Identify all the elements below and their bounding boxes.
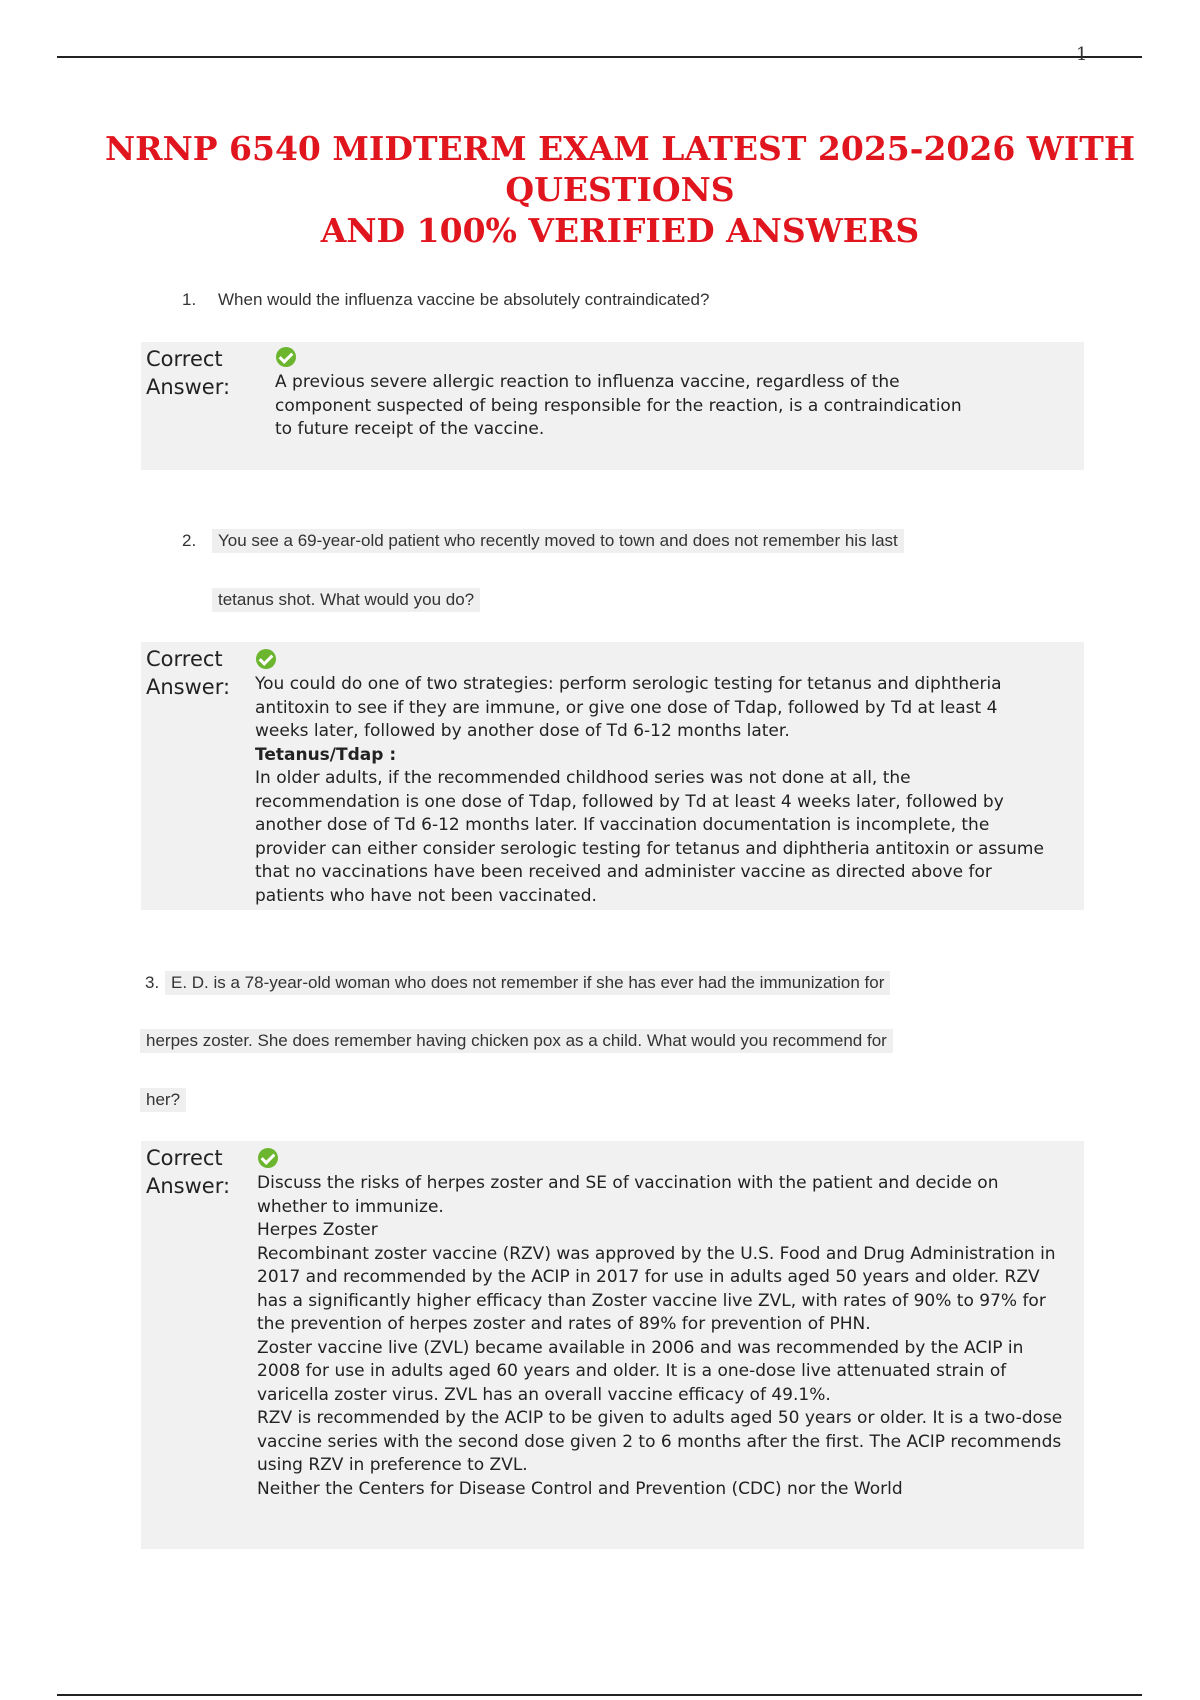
check-icon [258, 1148, 278, 1168]
check-icon [276, 347, 296, 367]
document-title [60, 128, 1180, 251]
question-text: When would the influenza vaccine be absolutely contraindicated? [218, 290, 710, 309]
question-text: her? [140, 1088, 186, 1112]
question-number: 3. [145, 973, 160, 992]
question-number: 1. [182, 290, 197, 309]
question-text: You see a 69-year-old patient who recently moved to town and does not remember his last [212, 529, 904, 553]
header-rule [57, 56, 1142, 58]
question-text: tetanus shot. What would you do? [212, 588, 480, 612]
answer-box-3 [141, 1141, 1084, 1549]
answer-heading: Tetanus/Tdap : [255, 744, 397, 765]
title-line-2: AND 100% VERIFIED ANSWERS [320, 211, 920, 250]
question-text: E. D. is a 78-year-old woman who does not remember if she has ever had the immunization for [165, 971, 890, 995]
title-line-1: NRNP 6540 MIDTERM EXAM LATEST 2025-2026 WITH QUESTIONS [104, 129, 1136, 209]
question-number: 2. [182, 531, 197, 550]
answer-text: Discuss the risks of herpes zoster and SE of vaccination with the patient and decide on whether to immunize. Herpes Zoster Recombinant zoster vaccine (RZV) was approved by the U.S. Food and Drug Administration in 2017 and recommended by the ACIP in 2017 for use in adults aged 50 years and older. RZV has a significantly higher efficacy than Zoster vaccine live ZVL, with rates of 90% to 97% for the prevention of herpes zoster and rates of 89% for prevention of PHN. Zoster vaccine live (ZVL) became available in 2006 and was recommended by the ACIP in 2008 for use in adults aged 60 years and older. It is a one-dose live attenuated strain of varicella zoster virus. ZVL has an overall vaccine efficacy of 49.1%. RZV is recommended by the ACIP to be given to adults aged 50 years or older. It is a two-dose vaccine series with the second dose given 2 to 6 months after the first. The ACIP recommends using RZV in preference to ZVL. Neither the Centers for Disease Control and Prevention (CDC) nor the World [257, 1173, 1063, 1499]
correct-answer-label: Correct Answer: [146, 347, 231, 399]
answer-box-1 [141, 342, 1084, 470]
question-text: herpes zoster. She does remember having chicken pox as a child. What would you recommend for [140, 1029, 893, 1053]
page-number: 1 [1076, 44, 1088, 65]
answer-text: A previous severe allergic reaction to influenza vaccine, regardless of the component suspected of being responsible for the reaction, is a contraindication to future receipt of the vaccine. [275, 372, 962, 439]
footer-rule [57, 1694, 1142, 1696]
answer-box-2 [141, 642, 1084, 910]
check-icon [256, 649, 276, 669]
correct-answer-label: Correct Answer: [146, 1146, 231, 1198]
correct-answer-label: Correct Answer: [146, 647, 231, 699]
answer-text: You could do one of two strategies: perform serologic testing for tetanus and diphtheria antitoxin to see if they are immune, or give one dose of Tdap, followed by Td at least 4 weeks later, followed by another dose of Td 6-12 months later. Tetanus/Tdap : In older adults, if the recommended childhood series was not done at all, the recommendation is one dose of Tdap, followed by Td at least 4 weeks later, followed by another dose of Td 6-12 months later. If vaccination documentation is incomplete, the provider can either consider serologic testing for tetanus and diphtheria antitoxin or assume that no vaccinations have been received and administer vaccine as directed above for patients who have not been vaccinated. [255, 674, 1044, 906]
